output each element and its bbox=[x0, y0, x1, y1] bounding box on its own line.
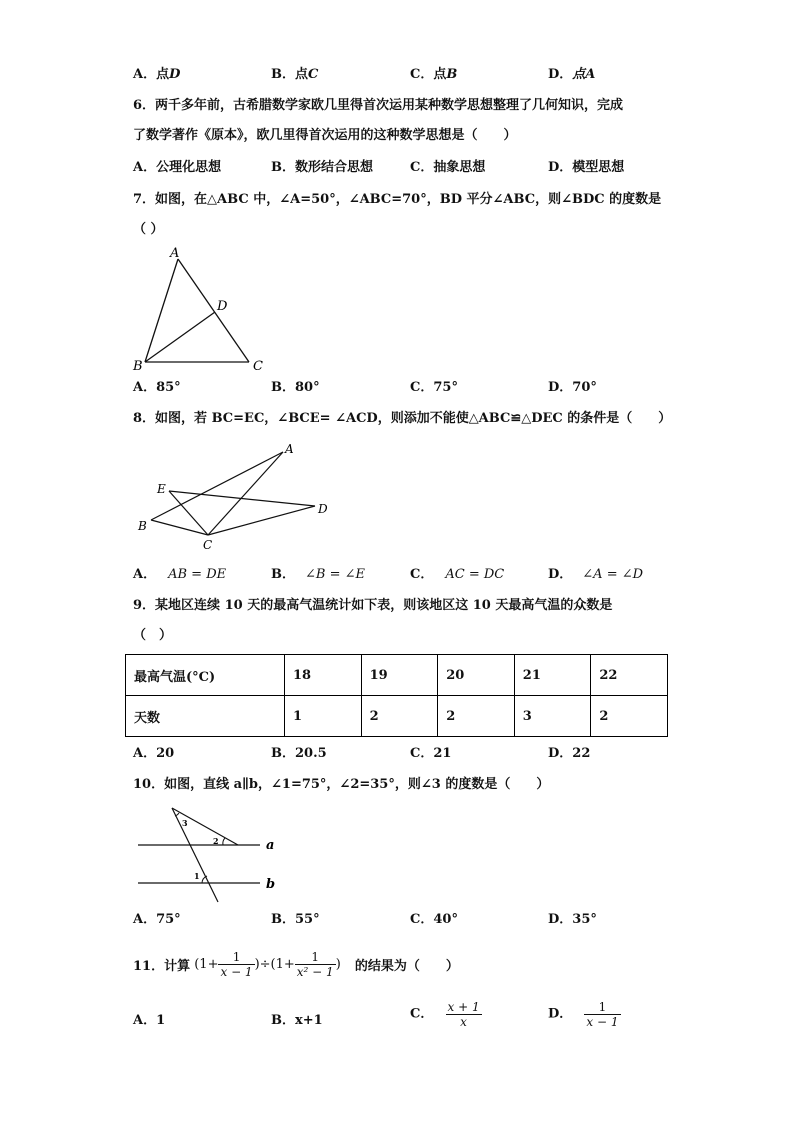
q10-label-a: a bbox=[266, 838, 275, 853]
q11-fraction-1-denominator: x − 1 bbox=[220, 965, 253, 979]
q6-option-c[interactable]: C．抽象思想 bbox=[410, 160, 486, 175]
q9-temperature-table bbox=[125, 654, 668, 737]
q11-option-b[interactable]: B．x+1 bbox=[271, 1013, 323, 1028]
q8-seg-ed bbox=[169, 491, 315, 506]
table-cell: 20 bbox=[438, 655, 515, 696]
q8-label-d: D bbox=[318, 502, 328, 516]
q9-option-d[interactable]: D．22 bbox=[548, 746, 591, 761]
q11-option-d-numerator: 1 bbox=[584, 1000, 620, 1015]
q5-option-c[interactable] bbox=[410, 66, 457, 84]
q8-option-a[interactable] bbox=[133, 566, 226, 584]
q8-seg-ca bbox=[208, 452, 283, 535]
q7-option-c[interactable]: C．75° bbox=[410, 380, 458, 395]
q7-bisector-bd bbox=[145, 312, 215, 362]
q11-close-paren: ) bbox=[335, 957, 341, 972]
table-cell: 2 bbox=[438, 696, 515, 737]
q7-side-ac bbox=[178, 259, 249, 362]
q6-stem-line2: 了数学著作《原本》，欧几里得首次运用的这种数学思想是（ ） bbox=[133, 128, 517, 143]
q8-option-a-letter: A． bbox=[133, 567, 157, 582]
q6-option-a[interactable]: A．公理化思想 bbox=[133, 160, 222, 175]
q9-option-c[interactable]: C．21 bbox=[410, 746, 452, 761]
q7-label-b: B bbox=[133, 359, 143, 374]
q9-stem-line1: 9．某地区连续 10 天的最高气温统计如下表，则该地区这 10 天最高气温的众数是 bbox=[133, 598, 613, 613]
q6-stem-line1: 6．两千多年前，古希腊数学家欧几里得首次运用某种数学思想整理了几何知识，完成 bbox=[133, 98, 624, 113]
table-row bbox=[126, 696, 668, 737]
q8-option-c[interactable] bbox=[410, 566, 504, 584]
q5-option-b[interactable] bbox=[271, 66, 318, 84]
q7-triangle-figure bbox=[128, 240, 278, 375]
table-cell: 19 bbox=[361, 655, 438, 696]
q8-option-c-expr: AC = DC bbox=[445, 567, 505, 582]
q10-angle2-label: 2 bbox=[213, 836, 219, 846]
q10-angle3-label: 3 bbox=[182, 818, 188, 828]
q8-option-b-expr: ∠B = ∠E bbox=[305, 567, 365, 582]
q11-option-c-numerator: x + 1 bbox=[447, 1000, 480, 1014]
q5-option-a-label: A．点 bbox=[133, 67, 170, 82]
q11-fraction-1-numerator: 1 bbox=[218, 950, 254, 965]
q7-stem-line2: （ ） bbox=[133, 222, 164, 237]
q8-seg-ec bbox=[169, 491, 208, 535]
table-cell: 1 bbox=[285, 696, 362, 737]
q5-option-d-value: 点A bbox=[572, 67, 596, 82]
q8-label-a: A bbox=[285, 442, 294, 456]
q8-option-c-letter: C． bbox=[410, 567, 434, 582]
table-cell: 2 bbox=[591, 696, 668, 737]
q6-option-b[interactable]: B．数形结合思想 bbox=[271, 160, 373, 175]
q8-seg-bc bbox=[151, 520, 208, 535]
q11-option-c-letter: C． bbox=[410, 1006, 434, 1022]
table-cell: 21 bbox=[514, 655, 591, 696]
q11-stem bbox=[133, 950, 459, 979]
q8-label-b: B bbox=[138, 519, 147, 533]
q11-option-d[interactable] bbox=[548, 1000, 621, 1029]
q5-option-a-value: D bbox=[169, 67, 181, 82]
q10-transversal bbox=[172, 808, 218, 902]
q11-option-d-letter: D． bbox=[548, 1006, 573, 1022]
table-cell: 3 bbox=[514, 696, 591, 737]
table-cell: 22 bbox=[591, 655, 668, 696]
table-row bbox=[126, 655, 668, 696]
q11-divide: )÷(1+ bbox=[254, 957, 295, 972]
q7-label-c: C bbox=[253, 359, 263, 374]
q10-parallel-lines-figure bbox=[130, 802, 290, 907]
table-cell-header: 最高气温(°C) bbox=[126, 655, 285, 696]
q11-option-d-denominator: x − 1 bbox=[586, 1015, 619, 1029]
q11-option-c-fraction bbox=[446, 1000, 482, 1029]
q8-triangles-figure bbox=[135, 440, 345, 555]
q10-option-a[interactable]: A．75° bbox=[133, 912, 181, 927]
q7-stem-line1: 7．如图，在△ABC 中，∠A=50°，∠ABC=70°，BD 平分∠ABC，则∠BDC 的度数是 bbox=[133, 192, 662, 207]
q10-angle2-arc bbox=[223, 838, 225, 845]
q7-side-ab bbox=[145, 259, 178, 362]
q5-option-b-value: C bbox=[308, 67, 319, 82]
q5-option-c-label: C．点 bbox=[410, 67, 447, 82]
q6-option-d[interactable]: D．模型思想 bbox=[548, 160, 625, 175]
q11-suffix: 的结果为（ ） bbox=[354, 959, 459, 974]
q8-stem: 8．如图，若 BC=EC，∠BCE= ∠ACD，则添加不能使△ABC≌△DEC 的条件是（ ） bbox=[133, 411, 672, 426]
q10-angle1-label: 1 bbox=[194, 871, 200, 881]
q10-option-b[interactable]: B．55° bbox=[271, 912, 320, 927]
q8-option-a-expr: AB = DE bbox=[168, 567, 227, 582]
q11-option-c-denominator: x bbox=[460, 1015, 467, 1029]
q8-option-b-letter: B． bbox=[271, 567, 295, 582]
q11-option-d-fraction bbox=[584, 1000, 620, 1029]
q11-option-c[interactable] bbox=[410, 1000, 482, 1029]
table-cell-header: 天数 bbox=[126, 696, 285, 737]
q8-option-d-letter: D． bbox=[548, 567, 573, 582]
q11-prefix: 11．计算 bbox=[133, 959, 191, 974]
q9-option-b[interactable]: B．20.5 bbox=[271, 746, 327, 761]
q7-option-b[interactable]: B．80° bbox=[271, 380, 320, 395]
q5-option-a[interactable] bbox=[133, 66, 180, 84]
q11-fraction-2-numerator: 1 bbox=[295, 950, 336, 965]
q7-label-d: D bbox=[217, 299, 228, 314]
q5-option-c-value: B bbox=[446, 67, 458, 82]
q8-option-b[interactable] bbox=[271, 566, 365, 584]
q5-option-b-label: B．点 bbox=[271, 67, 308, 82]
q10-stem: 10．如图，直线 a∥b，∠1=75°，∠2=35°，则∠3 的度数是（ ） bbox=[133, 777, 550, 792]
q7-option-a[interactable]: A．85° bbox=[133, 380, 181, 395]
q11-fraction-2-denominator: x² − 1 bbox=[296, 965, 334, 979]
q8-seg-ba bbox=[151, 452, 283, 520]
q10-option-c[interactable]: C．40° bbox=[410, 912, 458, 927]
q11-fraction-1 bbox=[218, 950, 254, 979]
q8-label-e: E bbox=[157, 482, 166, 496]
q11-fraction-2 bbox=[295, 950, 336, 979]
q10-option-d[interactable]: D．35° bbox=[548, 912, 597, 927]
q9-option-a[interactable]: A．20 bbox=[133, 746, 175, 761]
q10-label-b: b bbox=[266, 877, 276, 892]
q8-option-d-expr: ∠A = ∠D bbox=[582, 567, 644, 582]
q11-open-paren: (1+ bbox=[194, 957, 219, 972]
q9-stem-line2: （ ） bbox=[133, 628, 173, 643]
q7-option-d[interactable]: D．70° bbox=[548, 380, 597, 395]
q5-option-d-label: D． bbox=[548, 67, 573, 82]
q7-label-a: A bbox=[170, 246, 180, 261]
table-cell: 2 bbox=[361, 696, 438, 737]
q8-option-d[interactable] bbox=[548, 566, 643, 584]
q5-option-d[interactable] bbox=[548, 66, 595, 84]
q8-label-c: C bbox=[203, 538, 213, 552]
q11-option-a[interactable]: A．1 bbox=[133, 1013, 166, 1028]
q8-seg-cd bbox=[208, 506, 315, 535]
table-cell: 18 bbox=[285, 655, 362, 696]
